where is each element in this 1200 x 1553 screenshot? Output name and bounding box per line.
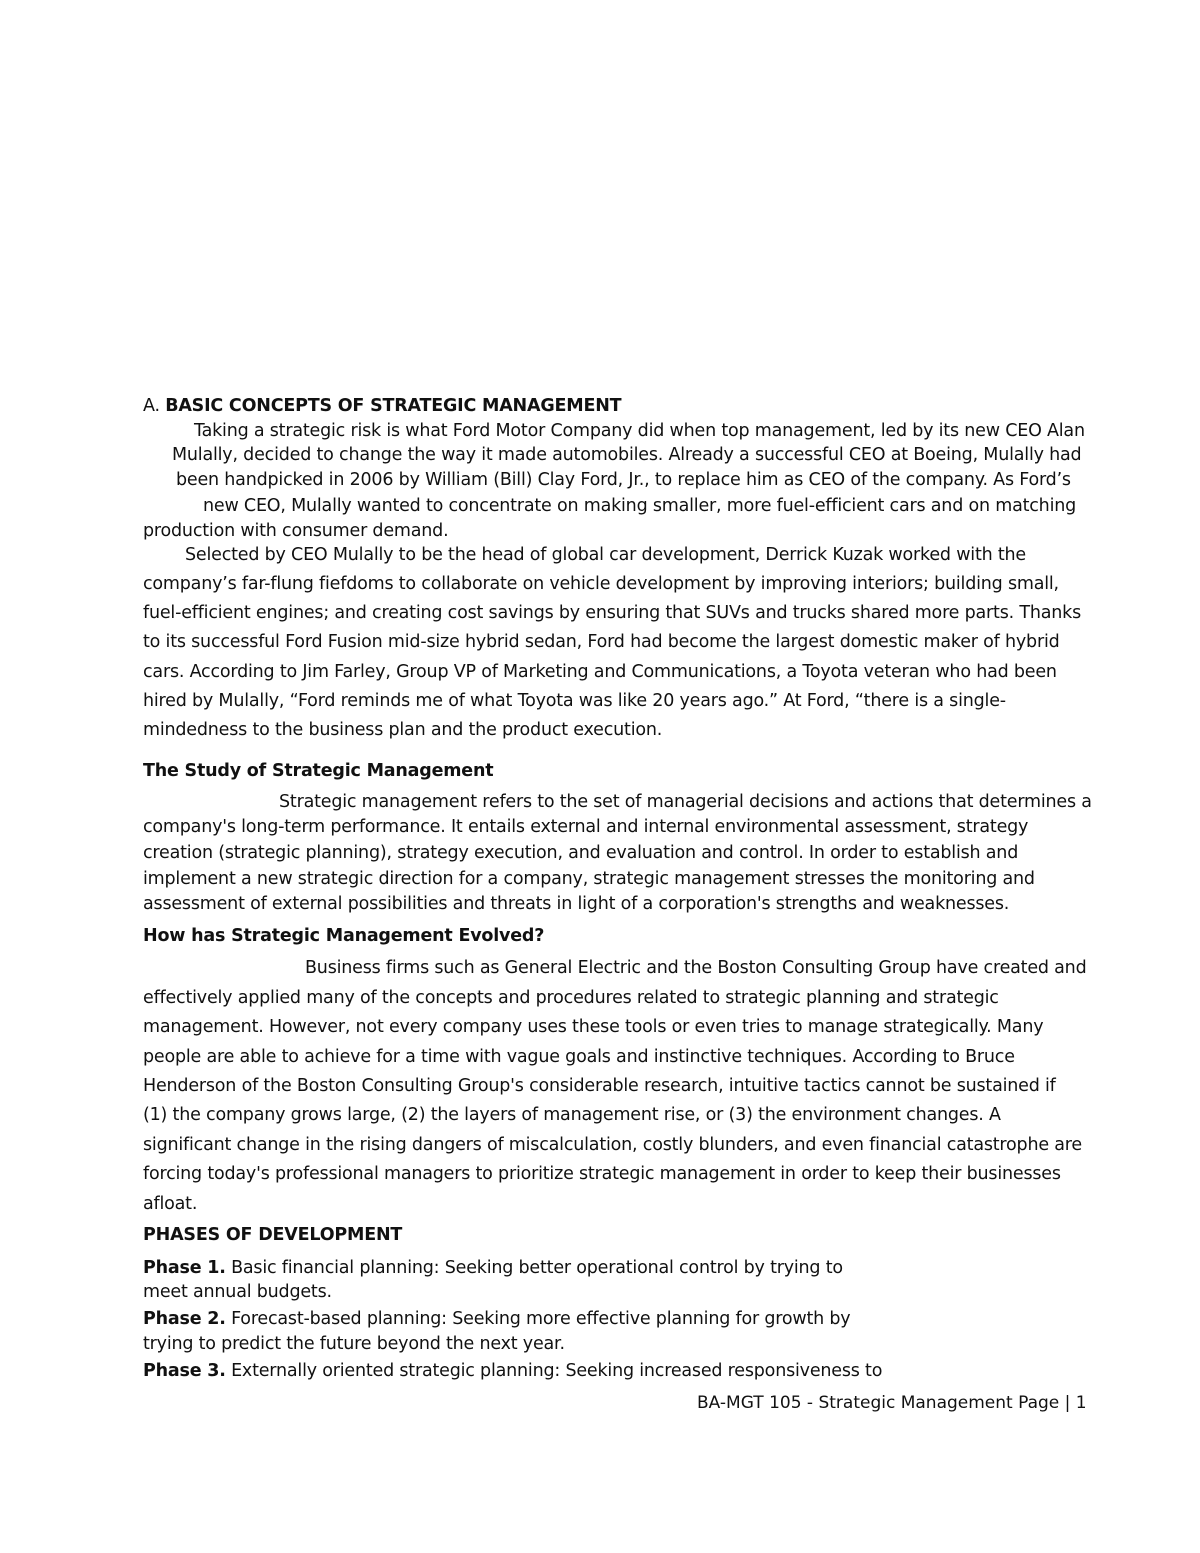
evolved-heading: How has Strategic Management Evolved? — [143, 926, 545, 946]
phase-2-text: Forecast-based planning: Seeking more effective planning for growth by — [225, 1309, 851, 1329]
p2-line-7: mindedness to the business plan and the product execution. — [143, 720, 663, 740]
evolved-line-5: Henderson of the Boston Consulting Group's considerable research, intuitive tactics cannot be sustained if — [143, 1076, 1056, 1096]
phase-1-cont: meet annual budgets. — [143, 1282, 332, 1302]
p1-line-4: new CEO, Mulally wanted to concentrate on making smaller, more fuel-efficient cars and on matching — [203, 496, 1077, 516]
study-line-1: Strategic management refers to the set of managerial decisions and actions that determines a — [279, 792, 1092, 812]
phase-2-label: Phase 2. — [143, 1309, 226, 1329]
p2-line-5: cars. According to Jim Farley, Group VP of Marketing and Communications, a Toyota veteran who had been — [143, 662, 1057, 682]
section-a-prefix: A. — [143, 396, 166, 416]
section-a-heading — [143, 394, 621, 418]
study-line-4: implement a new strategic direction for a company, strategic management stresses the monitoring and — [143, 869, 1035, 889]
phase-2 — [143, 1307, 850, 1331]
phase-1-label: Phase 1. — [143, 1258, 226, 1278]
phases-heading: PHASES OF DEVELOPMENT — [143, 1225, 403, 1245]
evolved-line-9: afloat. — [143, 1194, 198, 1214]
evolved-line-7: significant change in the rising dangers of miscalculation, costly blunders, and even financial catastrophe are — [143, 1135, 1082, 1155]
section-a-title: BASIC CONCEPTS OF STRATEGIC MANAGEMENT — [165, 396, 622, 416]
evolved-line-3: management. However, not every company uses these tools or even tries to manage strategically. Many — [143, 1017, 1044, 1037]
p1-line-2: Mulally, decided to change the way it made automobiles. Already a successful CEO at Boeing, Mulally had — [172, 445, 1082, 465]
phase-1 — [143, 1256, 843, 1280]
phase-3 — [143, 1359, 882, 1383]
phase-3-text: Externally oriented strategic planning: Seeking increased responsiveness to — [225, 1361, 883, 1381]
evolved-line-6: (1) the company grows large, (2) the layers of management rise, or (3) the environment changes. A — [143, 1105, 1001, 1125]
page-footer: BA-MGT 105 - Strategic Management Page | 1 — [697, 1393, 1087, 1413]
p2-line-3: fuel-efficient engines; and creating cost savings by ensuring that SUVs and trucks shared more parts. Thanks — [143, 603, 1081, 623]
evolved-line-4: people are able to achieve for a time with vague goals and instinctive techniques. According to Bruce — [143, 1047, 1015, 1067]
p1-line-1: Taking a strategic risk is what Ford Motor Company did when top management, led by its new CEO Alan — [194, 421, 1085, 441]
evolved-line-2: effectively applied many of the concepts and procedures related to strategic planning and strategic — [143, 988, 999, 1008]
p1-line-5: production with consumer demand. — [143, 521, 449, 541]
study-line-3: creation (strategic planning), strategy execution, and evaluation and control. In order to establish and — [143, 843, 1019, 863]
phase-2-cont: trying to predict the future beyond the next year. — [143, 1334, 565, 1354]
study-line-5: assessment of external possibilities and threats in light of a corporation's strengths and weaknesses. — [143, 894, 1010, 914]
phase-1-text: Basic financial planning: Seeking better operational control by trying to — [225, 1258, 843, 1278]
phase-3-label: Phase 3. — [143, 1361, 226, 1381]
evolved-line-1: Business firms such as General Electric and the Boston Consulting Group have created and — [305, 958, 1087, 978]
p2-line-1: Selected by CEO Mulally to be the head of global car development, Derrick Kuzak worked with the — [185, 545, 1027, 565]
evolved-line-8: forcing today's professional managers to prioritize strategic management in order to keep their businesses — [143, 1164, 1061, 1184]
p2-line-2: company’s far-flung fiefdoms to collaborate on vehicle development by improving interiors; building small, — [143, 574, 1059, 594]
p2-line-4: to its successful Ford Fusion mid-size hybrid sedan, Ford had become the largest domestic maker of hybrid — [143, 632, 1060, 652]
p2-line-6: hired by Mulally, “Ford reminds me of what Toyota was like 20 years ago.” At Ford, “there is a single- — [143, 691, 1006, 711]
p1-line-3: been handpicked in 2006 by William (Bill) Clay Ford, Jr., to replace him as CEO of the company. As Ford’s — [176, 470, 1071, 490]
study-line-2: company's long-term performance. It entails external and internal environmental assessment, strategy — [143, 817, 1029, 837]
study-heading: The Study of Strategic Management — [143, 761, 494, 781]
